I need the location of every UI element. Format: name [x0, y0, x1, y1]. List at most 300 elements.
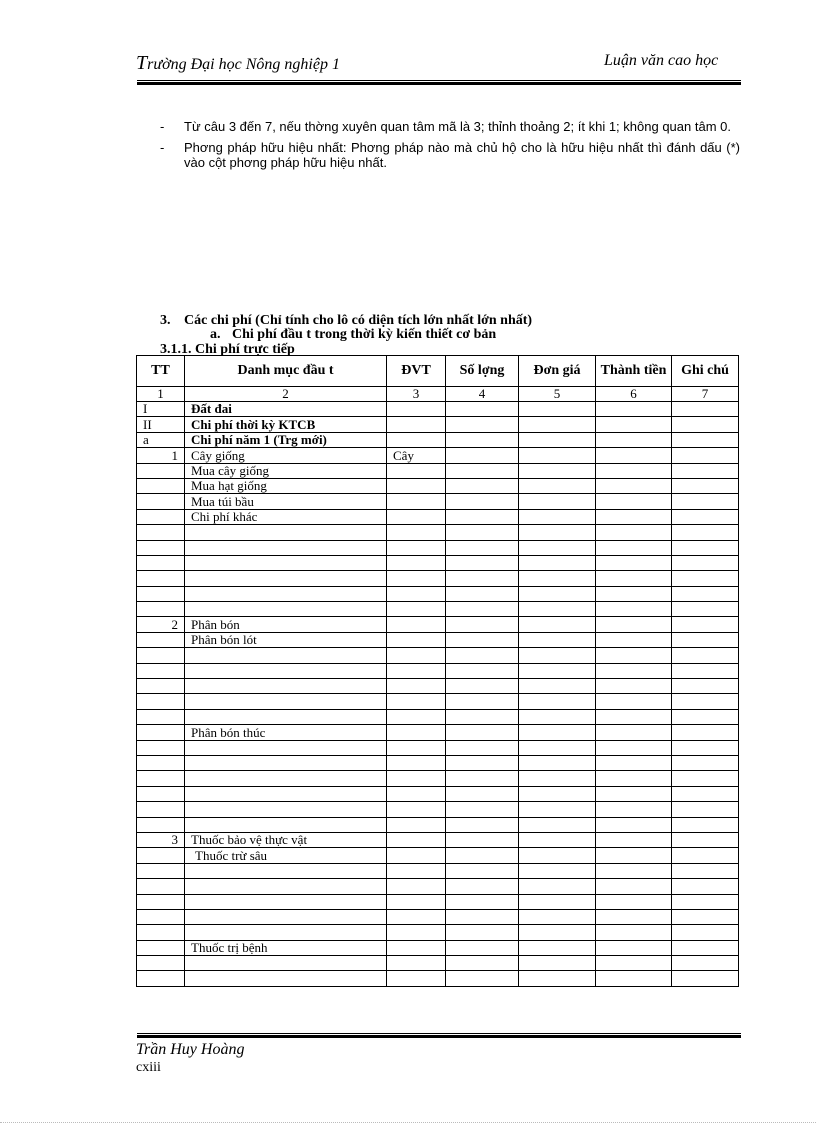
cell-amount: [596, 740, 672, 755]
cell-item: Cây giống: [185, 448, 387, 463]
instruction-text: Từ câu 3 đến 7, nếu thờng xuyên quan tâm mã là 3; thỉnh thoảng 2; ít khi 1; không quan tâm 0.: [184, 119, 731, 134]
cell-item: Phân bón lót: [185, 632, 387, 647]
cell-note: [672, 555, 739, 570]
header-tt: TT: [137, 356, 185, 387]
cell-quantity: [446, 771, 519, 786]
cell-tt: [137, 494, 185, 509]
cell-quantity: [446, 971, 519, 986]
cell-quantity: [446, 786, 519, 801]
cell-unit-price: [519, 740, 596, 755]
instruction-item: [160, 119, 740, 134]
cell-amount: [596, 925, 672, 940]
cell-unit: [387, 648, 446, 663]
cell-item: Phân bón: [185, 617, 387, 632]
cell-item: [185, 740, 387, 755]
cell-quantity: [446, 432, 519, 447]
cell-item: [185, 525, 387, 540]
cell-unit-price: [519, 417, 596, 432]
cell-tt: [137, 694, 185, 709]
column-number: 3: [387, 387, 446, 402]
header-unit: ĐVT: [387, 356, 446, 387]
cell-unit-price: [519, 725, 596, 740]
cell-amount: [596, 956, 672, 971]
cell-quantity: [446, 848, 519, 863]
cell-tt: [137, 478, 185, 493]
section-3-number: 3.: [160, 313, 171, 328]
cell-note: [672, 725, 739, 740]
cell-item: [185, 663, 387, 678]
cell-amount: [596, 879, 672, 894]
cell-item: [185, 909, 387, 924]
cost-table: [136, 355, 739, 987]
cell-unit-price: [519, 555, 596, 570]
cell-unit: [387, 879, 446, 894]
cell-note: [672, 448, 739, 463]
cell-quantity: [446, 679, 519, 694]
table-row: [137, 617, 739, 632]
header-rule-thin: [137, 80, 741, 81]
cell-unit-price: [519, 786, 596, 801]
cell-note: [672, 971, 739, 986]
header-quantity: Số lợng: [446, 356, 519, 387]
table-row: [137, 432, 739, 447]
section-311-heading: 3.1.1. Chi phí trực tiếp: [160, 342, 295, 357]
cell-quantity: [446, 740, 519, 755]
column-number: 6: [596, 387, 672, 402]
cell-item: Phân bón thúc: [185, 725, 387, 740]
cell-unit: [387, 771, 446, 786]
table-row: [137, 602, 739, 617]
table-row: [137, 632, 739, 647]
cell-tt: [137, 848, 185, 863]
cell-note: [672, 786, 739, 801]
cell-note: [672, 525, 739, 540]
cell-unit: [387, 709, 446, 724]
cell-amount: [596, 786, 672, 801]
cell-quantity: [446, 925, 519, 940]
cell-unit: [387, 432, 446, 447]
cell-note: [672, 509, 739, 524]
table-row: [137, 725, 739, 740]
footer-rule-thin: [137, 1033, 741, 1034]
cell-note: [672, 802, 739, 817]
cell-item: Thuốc trị bệnh: [185, 940, 387, 955]
table-row: [137, 740, 739, 755]
cell-unit: [387, 971, 446, 986]
cell-quantity: [446, 940, 519, 955]
cell-tt: [137, 525, 185, 540]
cell-note: [672, 478, 739, 493]
cell-unit-price: [519, 863, 596, 878]
cell-note: [672, 925, 739, 940]
cell-item: Đất đai: [185, 402, 387, 417]
cell-item: [185, 571, 387, 586]
cell-unit-price: [519, 632, 596, 647]
cell-quantity: [446, 709, 519, 724]
cell-note: [672, 494, 739, 509]
cell-quantity: [446, 494, 519, 509]
cell-item: [185, 971, 387, 986]
cell-quantity: [446, 571, 519, 586]
table-row: [137, 448, 739, 463]
cell-unit-price: [519, 602, 596, 617]
cell-quantity: [446, 478, 519, 493]
cell-unit-price: [519, 509, 596, 524]
cell-quantity: [446, 909, 519, 924]
cell-quantity: [446, 525, 519, 540]
cell-tt: [137, 571, 185, 586]
cell-unit-price: [519, 971, 596, 986]
cell-note: [672, 417, 739, 432]
cell-unit: [387, 509, 446, 524]
cell-unit: [387, 663, 446, 678]
cell-unit-price: [519, 925, 596, 940]
cell-tt: [137, 463, 185, 478]
cell-unit: [387, 786, 446, 801]
table-row: [137, 648, 739, 663]
cell-unit: [387, 725, 446, 740]
column-number: 7: [672, 387, 739, 402]
cell-quantity: [446, 509, 519, 524]
cell-unit: [387, 417, 446, 432]
cell-unit: [387, 925, 446, 940]
cell-amount: [596, 894, 672, 909]
cell-unit: [387, 540, 446, 555]
cell-quantity: [446, 402, 519, 417]
cell-unit: [387, 602, 446, 617]
cell-unit-price: [519, 909, 596, 924]
cell-unit-price: [519, 832, 596, 847]
cell-tt: [137, 509, 185, 524]
cell-amount: [596, 817, 672, 832]
cell-unit-price: [519, 494, 596, 509]
cell-note: [672, 648, 739, 663]
cell-note: [672, 740, 739, 755]
section-a-heading: [210, 327, 496, 343]
cell-note: [672, 571, 739, 586]
cell-unit: [387, 555, 446, 570]
cell-amount: [596, 679, 672, 694]
cell-unit: [387, 817, 446, 832]
cell-item: [185, 802, 387, 817]
cell-tt: [137, 956, 185, 971]
cell-tt: [137, 925, 185, 940]
cell-item: [185, 956, 387, 971]
cell-unit-price: [519, 617, 596, 632]
cell-quantity: [446, 602, 519, 617]
cell-note: [672, 602, 739, 617]
cell-item: [185, 694, 387, 709]
cell-note: [672, 848, 739, 863]
cell-unit-price: [519, 663, 596, 678]
header-school-rest: rường Đại học Nông nghiệp 1: [147, 56, 340, 73]
cell-item: Chi phí thời kỳ KTCB: [185, 417, 387, 432]
cell-quantity: [446, 586, 519, 601]
cell-amount: [596, 525, 672, 540]
cell-note: [672, 709, 739, 724]
table-row: [137, 956, 739, 971]
cell-tt: 3: [137, 832, 185, 847]
cell-quantity: [446, 417, 519, 432]
cell-quantity: [446, 448, 519, 463]
table-row: [137, 971, 739, 986]
cell-amount: [596, 478, 672, 493]
cell-quantity: [446, 832, 519, 847]
table-row: [137, 525, 739, 540]
cell-unit: [387, 832, 446, 847]
cell-unit: [387, 694, 446, 709]
header-school-initial: T: [136, 52, 148, 74]
cell-unit: [387, 956, 446, 971]
cell-tt: [137, 786, 185, 801]
cell-quantity: [446, 863, 519, 878]
cell-note: [672, 463, 739, 478]
cell-item: [185, 709, 387, 724]
cell-quantity: [446, 648, 519, 663]
table-row: [137, 540, 739, 555]
column-number: 2: [185, 387, 387, 402]
instruction-text: Phơng pháp hữu hiệu nhất: Phơng pháp nào mà chủ hộ cho là hữu hiệu nhất thì đánh dấu (*) vào cột phơng pháp hữu hiệu nhất.: [184, 140, 740, 170]
cell-unit-price: [519, 478, 596, 493]
cell-amount: [596, 755, 672, 770]
table-row: [137, 863, 739, 878]
cell-quantity: [446, 617, 519, 632]
bullet-dash: -: [160, 140, 165, 155]
cell-item: [185, 879, 387, 894]
cell-tt: [137, 894, 185, 909]
cell-quantity: [446, 802, 519, 817]
cell-tt: [137, 586, 185, 601]
cell-unit: [387, 755, 446, 770]
cell-unit: [387, 494, 446, 509]
cell-tt: [137, 971, 185, 986]
cell-item: Thuốc trừ sâu: [185, 848, 387, 863]
section-a-text: Chi phí đầu t trong thời kỳ kiến thiết cơ bản: [232, 327, 497, 342]
table-row: [137, 755, 739, 770]
cell-unit-price: [519, 817, 596, 832]
cell-unit: [387, 740, 446, 755]
cell-note: [672, 617, 739, 632]
cell-amount: [596, 448, 672, 463]
cell-amount: [596, 663, 672, 678]
cell-tt: [137, 740, 185, 755]
cell-note: [672, 402, 739, 417]
cell-note: [672, 894, 739, 909]
cell-tt: [137, 940, 185, 955]
table-row: [137, 709, 739, 724]
table-row: [137, 817, 739, 832]
cell-item: Chi phí năm 1 (Trg mới): [185, 432, 387, 447]
cell-unit: [387, 894, 446, 909]
cell-tt: [137, 771, 185, 786]
cell-tt: [137, 755, 185, 770]
cell-unit-price: [519, 802, 596, 817]
column-number: 1: [137, 387, 185, 402]
cell-unit: [387, 940, 446, 955]
bullet-dash: -: [160, 119, 165, 134]
cell-unit-price: [519, 679, 596, 694]
cell-quantity: [446, 632, 519, 647]
cell-note: [672, 879, 739, 894]
cell-tt: [137, 817, 185, 832]
header-thesis-type: Luận văn cao học: [604, 52, 719, 69]
cell-amount: [596, 771, 672, 786]
cell-unit-price: [519, 432, 596, 447]
cell-amount: [596, 648, 672, 663]
cell-item: [185, 817, 387, 832]
cell-quantity: [446, 463, 519, 478]
table-row: [137, 786, 739, 801]
cell-item: [185, 555, 387, 570]
cell-tt: I: [137, 402, 185, 417]
cell-note: [672, 940, 739, 955]
cell-quantity: [446, 755, 519, 770]
table-row: [137, 417, 739, 432]
table-row: [137, 402, 739, 417]
cell-amount: [596, 832, 672, 847]
cell-unit-price: [519, 771, 596, 786]
table-row: [137, 925, 739, 940]
cell-note: [672, 586, 739, 601]
footer-page-number: cxiii: [136, 1060, 161, 1075]
table-row: [137, 802, 739, 817]
cell-amount: [596, 463, 672, 478]
cell-unit: [387, 525, 446, 540]
cell-tt: [137, 602, 185, 617]
cell-tt: [137, 725, 185, 740]
cell-amount: [596, 971, 672, 986]
cell-unit-price: [519, 709, 596, 724]
header-item: Danh mục đầu t: [185, 356, 387, 387]
cell-unit-price: [519, 879, 596, 894]
cell-item: Mua cây giống: [185, 463, 387, 478]
header-note: Ghi chú: [672, 356, 739, 387]
cell-item: [185, 679, 387, 694]
cell-note: [672, 956, 739, 971]
cell-note: [672, 771, 739, 786]
cell-amount: [596, 494, 672, 509]
header-school: [136, 52, 340, 75]
cell-tt: a: [137, 432, 185, 447]
cell-amount: [596, 863, 672, 878]
cell-amount: [596, 709, 672, 724]
table-header-row: [137, 356, 739, 387]
cell-unit-price: [519, 894, 596, 909]
cell-tt: [137, 679, 185, 694]
cell-item: Mua túi bầu: [185, 494, 387, 509]
table-row: [137, 848, 739, 863]
cell-tt: [137, 648, 185, 663]
cell-unit-price: [519, 402, 596, 417]
cell-unit-price: [519, 463, 596, 478]
cell-unit-price: [519, 448, 596, 463]
table-row: [137, 879, 739, 894]
footer-author: Trần Huy Hoàng: [136, 1041, 245, 1058]
table-row: [137, 679, 739, 694]
cell-unit-price: [519, 540, 596, 555]
cell-amount: [596, 555, 672, 570]
cell-unit-price: [519, 525, 596, 540]
cell-quantity: [446, 894, 519, 909]
column-number: 5: [519, 387, 596, 402]
cell-amount: [596, 586, 672, 601]
cell-tt: [137, 709, 185, 724]
instruction-list: [160, 119, 740, 176]
cell-unit-price: [519, 586, 596, 601]
table-row: [137, 463, 739, 478]
column-number: 4: [446, 387, 519, 402]
table-row: [137, 494, 739, 509]
table-row: [137, 586, 739, 601]
cell-unit: [387, 617, 446, 632]
cell-unit: [387, 632, 446, 647]
cell-item: [185, 602, 387, 617]
cell-unit-price: [519, 848, 596, 863]
cell-unit-price: [519, 755, 596, 770]
cell-tt: [137, 909, 185, 924]
cell-amount: [596, 417, 672, 432]
cell-note: [672, 755, 739, 770]
cell-quantity: [446, 879, 519, 894]
cell-amount: [596, 940, 672, 955]
cell-quantity: [446, 725, 519, 740]
cell-amount: [596, 694, 672, 709]
cell-unit: Cây: [387, 448, 446, 463]
table-row: [137, 909, 739, 924]
cell-item: Mua hạt giống: [185, 478, 387, 493]
cell-unit: [387, 571, 446, 586]
cell-amount: [596, 802, 672, 817]
cell-item: [185, 925, 387, 940]
cell-note: [672, 909, 739, 924]
cell-tt: II: [137, 417, 185, 432]
table-row: [137, 694, 739, 709]
header-rule-thick: [137, 82, 741, 85]
header-unit-price: Đơn giá: [519, 356, 596, 387]
cell-unit: [387, 478, 446, 493]
cell-item: [185, 586, 387, 601]
cell-item: [185, 786, 387, 801]
table-row: [137, 509, 739, 524]
cell-tt: [137, 802, 185, 817]
cell-unit-price: [519, 648, 596, 663]
cell-amount: [596, 617, 672, 632]
cell-unit-price: [519, 956, 596, 971]
cell-note: [672, 632, 739, 647]
cell-item: [185, 755, 387, 770]
cell-tt: [137, 540, 185, 555]
table-row: [137, 894, 739, 909]
cell-note: [672, 432, 739, 447]
cell-item: [185, 771, 387, 786]
table-row: [137, 832, 739, 847]
cell-tt: 1: [137, 448, 185, 463]
table-row: [137, 555, 739, 570]
cell-note: [672, 863, 739, 878]
cell-item: [185, 894, 387, 909]
cell-unit-price: [519, 571, 596, 586]
cell-amount: [596, 848, 672, 863]
cell-note: [672, 694, 739, 709]
cell-note: [672, 663, 739, 678]
cell-amount: [596, 509, 672, 524]
section-3-text: Các chi phí (Chỉ tính cho lô có diện tích lớn nhất lớn nhất): [184, 313, 533, 328]
header-amount: Thành tiền: [596, 356, 672, 387]
cell-note: [672, 817, 739, 832]
table-row: [137, 940, 739, 955]
cell-item: [185, 648, 387, 663]
cell-unit: [387, 802, 446, 817]
